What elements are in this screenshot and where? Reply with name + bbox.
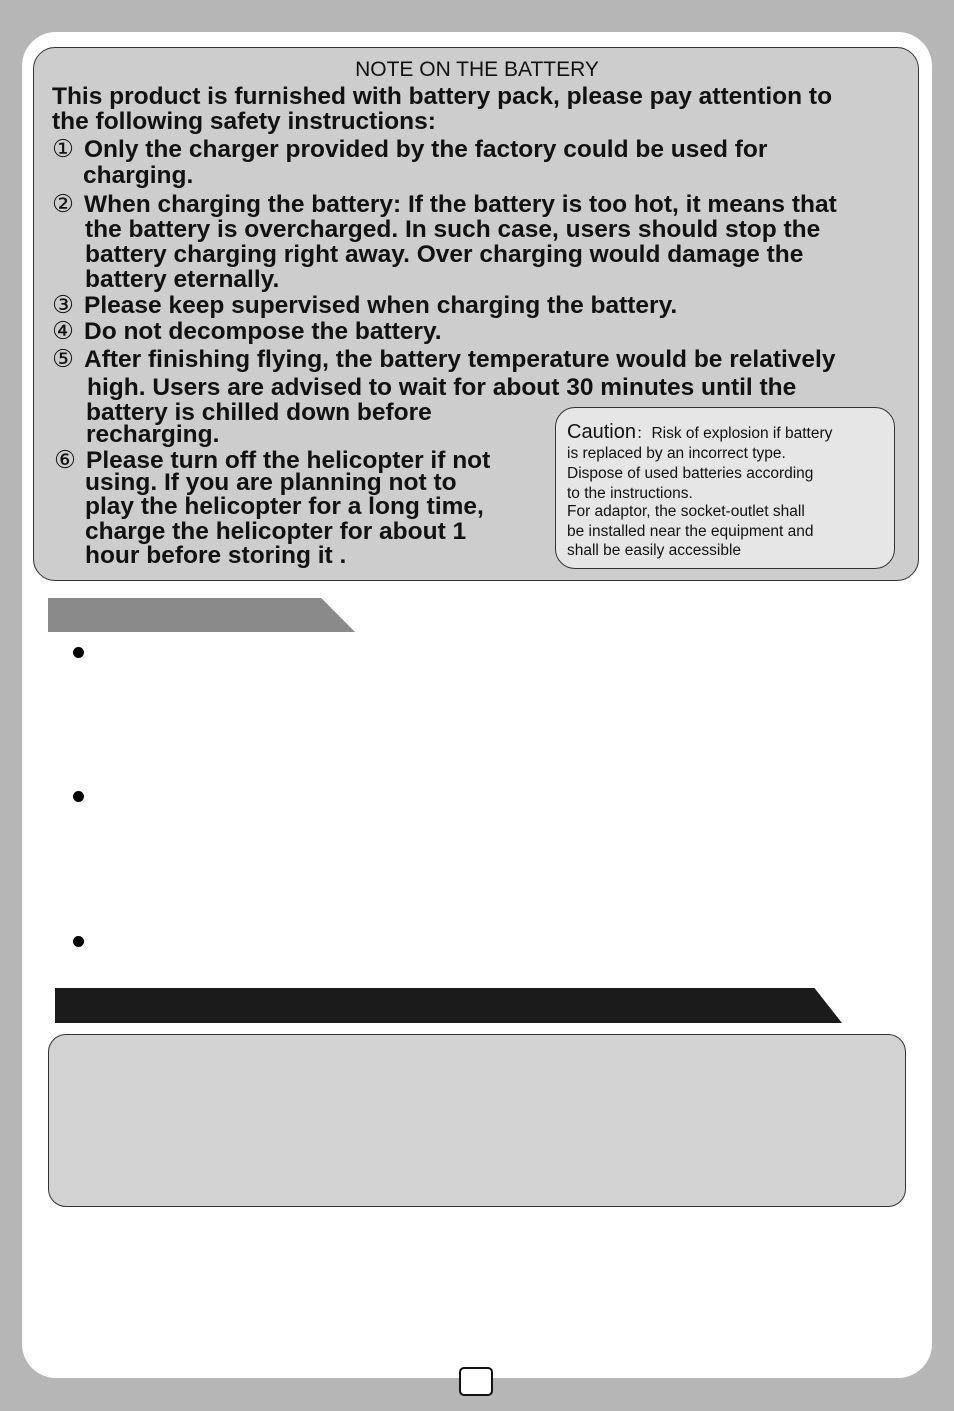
intro-line: This product is furnished with battery pack, please pay attention to: [52, 83, 833, 110]
bullet-dot: [73, 936, 84, 947]
bullet-dot: [73, 791, 84, 802]
caution-separator: ：: [635, 425, 652, 442]
item-text: Only the charger provided by the factory could be used for: [84, 136, 768, 163]
caution-text: shall be easily accessible: [567, 542, 742, 559]
item-text: Do not decompose the battery.: [84, 318, 442, 345]
item-text: battery eternally.: [85, 266, 280, 293]
item-text: When charging the battery: If the battery is too hot, it means that: [84, 191, 837, 218]
battery-item-3: [52, 294, 677, 319]
item-number: ①: [52, 136, 74, 163]
battery-item-4: [52, 320, 442, 345]
item-number: ②: [52, 191, 74, 218]
item-text: charge the helicopter for about 1: [85, 518, 467, 545]
item-text: the battery is overcharged. In such case, users should stop the: [85, 216, 821, 243]
item-text: Please keep supervised when charging the battery.: [84, 292, 678, 319]
item-number: ⑤: [52, 346, 74, 373]
item-number: ⑥: [54, 447, 76, 474]
item-number: ④: [52, 318, 74, 345]
bullet-dot: [73, 647, 84, 658]
battery-item-2: [52, 193, 837, 218]
page-number-box: [459, 1367, 493, 1396]
item-text: After finishing flying, the battery temperature would be relatively: [84, 346, 836, 373]
item-text: battery is chilled down before: [86, 399, 432, 426]
item-text: battery charging right away. Over charging would damage the: [85, 241, 804, 268]
caution-text: Risk of explosion if battery: [651, 425, 833, 442]
item-text: using. If you are planning not to: [85, 469, 457, 496]
item-text: hour before storing it .: [85, 542, 347, 569]
caution-text: to the instructions.: [567, 485, 693, 502]
content-box: [48, 1034, 906, 1207]
battery-item-1: [52, 138, 767, 163]
caution-text: For adaptor, the socket-outlet shall: [567, 503, 805, 520]
item-text: Please turn off the helicopter if not: [86, 447, 491, 474]
battery-item-5: [52, 348, 835, 373]
intro-line: the following safety instructions:: [52, 108, 436, 135]
item-text: play the helicopter for a long time,: [85, 493, 484, 520]
caution-label: Caution: [567, 421, 636, 443]
caution-text: Dispose of used batteries according: [567, 465, 814, 482]
item-text: charging.: [83, 162, 194, 189]
item-text: recharging.: [86, 421, 220, 448]
section-header-bar: [55, 988, 842, 1023]
caution-text: is replaced by an incorrect type.: [567, 445, 786, 462]
item-text: high. Users are advised to wait for about 30 minutes until the: [87, 374, 797, 401]
battery-note-title: NOTE ON THE BATTERY: [355, 58, 599, 81]
item-number: ③: [52, 292, 74, 319]
caution-heading: [567, 422, 832, 442]
section-header-tab: [48, 598, 355, 632]
caution-text: be installed near the equipment and: [567, 523, 814, 540]
